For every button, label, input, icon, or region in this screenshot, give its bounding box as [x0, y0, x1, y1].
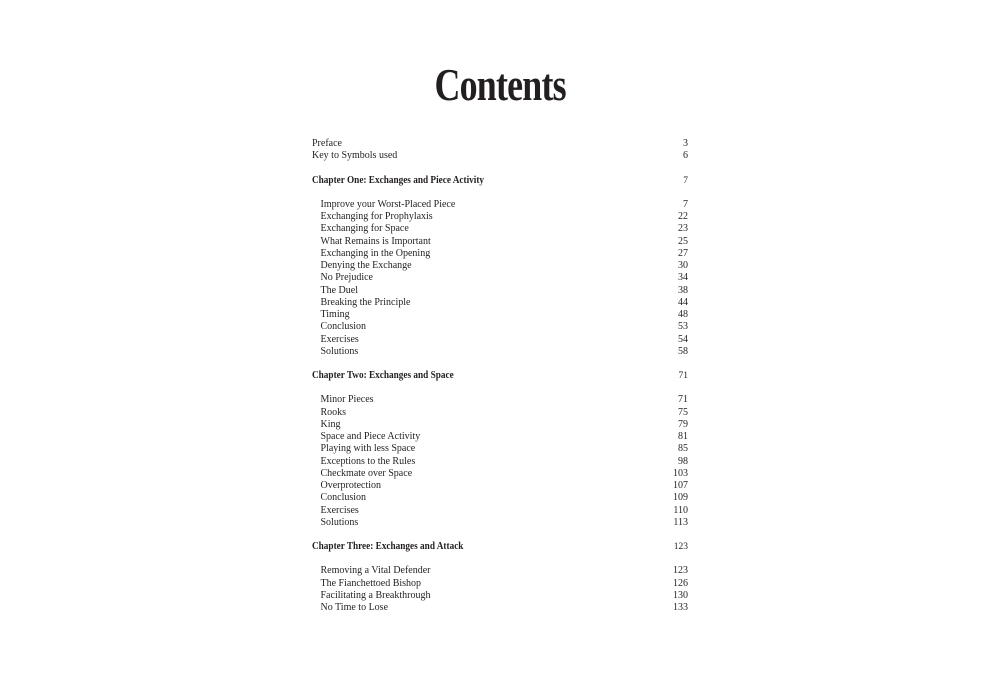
toc-page-number: 34	[678, 272, 688, 284]
toc-entry-title: Exercises	[320, 504, 359, 516]
toc-entry-title: Removing a Vital Defender	[320, 565, 431, 577]
toc-page-number: 123	[673, 542, 688, 552]
toc-entry[interactable]	[312, 272, 688, 284]
toc-page-number: 85	[678, 443, 688, 455]
toc-entry[interactable]	[312, 150, 688, 162]
toc-page-number: 107	[673, 480, 688, 491]
toc-entry[interactable]	[312, 517, 688, 529]
toc-page-number: 123	[673, 565, 688, 577]
toc-entry[interactable]	[312, 443, 688, 455]
toc-entry[interactable]	[312, 297, 688, 309]
toc-entry[interactable]	[312, 321, 688, 333]
toc-entry-title: What Remains is Important	[320, 235, 431, 247]
toc-entry-title: Exchanging for Prophylaxis	[320, 211, 433, 222]
toc-page-number: 7	[683, 175, 688, 186]
toc-entry[interactable]	[312, 211, 688, 223]
toc-entry-title: Improve your Worst-Placed Piece	[320, 198, 456, 210]
toc-entry-title: Exceptions to the Rules	[320, 455, 416, 467]
toc-page-number: 38	[678, 284, 688, 296]
toc-entry-title: Exercises	[320, 333, 359, 345]
toc-entry[interactable]	[312, 285, 688, 297]
toc-entry-title: Solutions	[320, 345, 359, 357]
toc-page-number: 48	[678, 309, 688, 320]
toc-entry-title: Space and Piece Activity	[320, 431, 421, 442]
toc-entry-title: No Prejudice	[320, 272, 373, 284]
toc-page-number: 103	[673, 467, 688, 479]
toc-entry-title: Overprotection	[320, 480, 382, 491]
toc-page-number: 23	[678, 223, 688, 235]
toc-page-number: 71	[678, 394, 688, 406]
toc-entry-title: Minor Pieces	[320, 394, 374, 406]
toc-entry[interactable]	[312, 419, 688, 431]
toc-entry-title: Exchanging in the Opening	[320, 247, 431, 259]
page-title	[0, 58, 1000, 111]
toc-entry-title: Chapter Two: Exchanges and Space	[312, 370, 454, 381]
toc-entry-title: Timing	[320, 309, 350, 320]
toc-chapter-entry[interactable]	[312, 541, 688, 553]
toc-entry-title: The Fianchettoed Bishop	[320, 577, 422, 589]
toc-entry-title: Facilitating a Breakthrough	[320, 589, 431, 601]
table-of-contents	[312, 138, 688, 614]
toc-entry[interactable]	[312, 248, 688, 260]
toc-entry[interactable]	[312, 346, 688, 358]
toc-page-number: 109	[673, 492, 688, 504]
toc-entry[interactable]	[312, 138, 688, 150]
toc-page-number: 53	[678, 321, 688, 333]
toc-entry-title: Playing with less Space	[320, 443, 416, 455]
toc-page-number: 98	[678, 455, 688, 467]
toc-entry-title: King	[320, 418, 341, 430]
toc-page-number: 54	[678, 333, 688, 345]
toc-entry-title: The Duel	[320, 284, 358, 296]
toc-entry[interactable]	[312, 260, 688, 272]
toc-entry[interactable]	[312, 407, 688, 419]
toc-page-number: 113	[673, 516, 688, 528]
toc-entry-title: No Time to Lose	[320, 602, 389, 613]
toc-entry-title: Solutions	[320, 516, 359, 528]
toc-entry[interactable]	[312, 468, 688, 480]
toc-page-number: 126	[673, 577, 688, 589]
toc-entry[interactable]	[312, 480, 688, 492]
toc-entry[interactable]	[312, 199, 688, 211]
toc-entry[interactable]	[312, 236, 688, 248]
toc-entry[interactable]	[312, 334, 688, 346]
toc-page-number: 3	[683, 138, 688, 149]
toc-page-number: 6	[683, 150, 688, 162]
toc-entry-title: Breaking the Principle	[320, 296, 411, 308]
toc-entry-title: Checkmate over Space	[320, 467, 413, 479]
toc-page-number: 44	[678, 296, 688, 308]
toc-page-number: 25	[678, 235, 688, 247]
toc-page-number: 58	[678, 345, 688, 357]
toc-page-number: 71	[678, 371, 688, 381]
toc-chapter-entry[interactable]	[312, 175, 688, 187]
toc-entry-title: Conclusion	[320, 492, 367, 504]
toc-page-number: 27	[678, 247, 688, 259]
toc-entry-title: Preface	[312, 138, 342, 149]
toc-page-number: 110	[673, 504, 688, 516]
toc-entry[interactable]	[312, 431, 688, 443]
toc-entry[interactable]	[312, 456, 688, 468]
toc-page-number: 133	[673, 602, 688, 613]
toc-page-number: 81	[678, 431, 688, 442]
toc-entry[interactable]	[312, 309, 688, 321]
toc-entry[interactable]	[312, 602, 688, 614]
toc-entry-title: Chapter One: Exchanges and Piece Activity	[312, 174, 485, 186]
toc-page-number: 75	[678, 406, 688, 418]
toc-page-number: 79	[678, 418, 688, 430]
toc-page-number: 130	[673, 589, 688, 601]
toc-entry-title: Denying the Exchange	[320, 260, 412, 271]
toc-entry[interactable]	[312, 578, 688, 590]
toc-entry-title: Conclusion	[320, 321, 367, 333]
toc-entry-title: Chapter Three: Exchanges and Attack	[312, 541, 464, 552]
toc-entry[interactable]	[312, 505, 688, 517]
toc-entry[interactable]	[312, 590, 688, 602]
toc-entry[interactable]	[312, 394, 688, 406]
toc-entry-title: Exchanging for Space	[320, 223, 409, 235]
toc-entry-title: Key to Symbols used	[312, 150, 398, 162]
page-title-text: Contents	[434, 59, 566, 110]
toc-entry[interactable]	[312, 492, 688, 504]
toc-chapter-entry[interactable]	[312, 370, 688, 382]
toc-page-number: 30	[678, 260, 688, 271]
toc-entry[interactable]	[312, 223, 688, 235]
toc-page-number: 22	[678, 211, 688, 222]
toc-entry[interactable]	[312, 565, 688, 577]
toc-entry-title: Rooks	[320, 406, 347, 418]
toc-page-number: 7	[683, 198, 688, 210]
